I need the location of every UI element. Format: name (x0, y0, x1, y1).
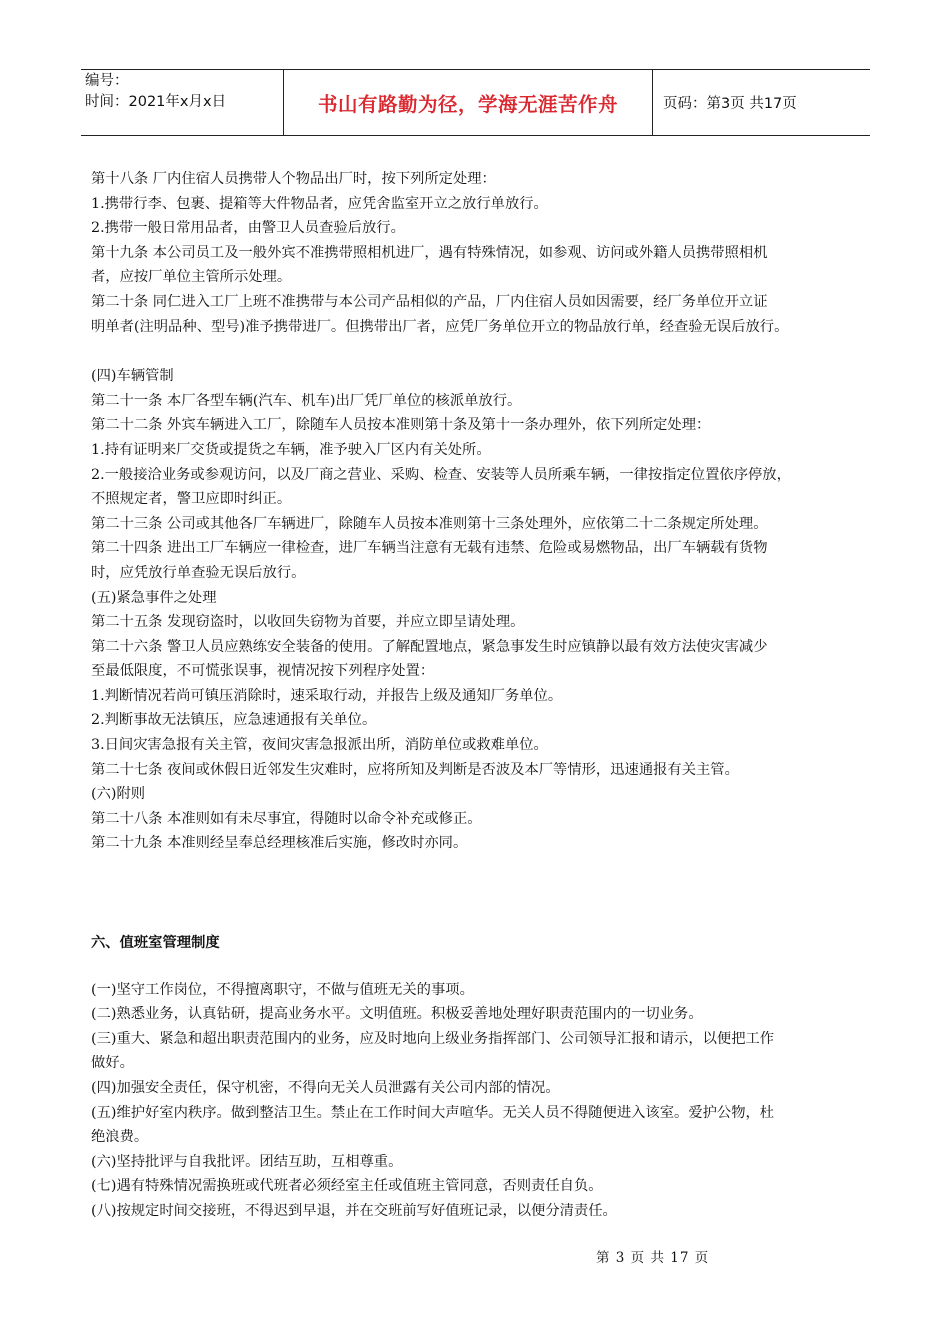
paragraph-line: 第二十八条 本准则如有未尽事宜，得随时以命令补充或修正。 (91, 810, 482, 827)
spacer (91, 956, 866, 978)
header-page-info: 页码：第3页 共17页 (663, 96, 797, 112)
document-body (91, 167, 866, 1224)
paragraph-line: 第二十九条 本准则经呈奉总经理核准后实施，修改时亦同。 (91, 835, 468, 852)
paragraph-line: 至最低限度，不可慌张误事，视情况按下列程序处置： (91, 663, 435, 680)
paragraph-line: 明单者(注明品种、型号)准予携带进厂。但携带出厂者，应凭厂务单位开立的物品放行单，经查验无误后放行。 (91, 318, 789, 335)
paragraph-line: (八)按规定时间交接班，不得迟到早退，并在交班前写好值班记录，以便分清责任。 (91, 1202, 617, 1219)
paragraph-line: 时，应凭放行单查验无误后放行。 (91, 564, 306, 581)
paragraph-line: 第二十二条 外宾车辆进入工厂，除随车人员按本准则第十条及第十一条办理外，依下列所定处理： (91, 417, 711, 434)
paragraph-line: 1.判断情况若尚可镇压消除时，速采取行动，并报告上级及通知厂务单位。 (91, 687, 563, 704)
paragraph-line: (四)加强安全责任，保守机密，不得向无关人员泄露有关公司内部的情况。 (91, 1080, 560, 1096)
paragraph-line: (二)熟悉业务，认真钻研，提高业务水平。文明值班。积极妥善地处理好职责范围内的一切业务。 (91, 1006, 703, 1023)
spacer (91, 339, 866, 364)
paragraph-line: (一)坚守工作岗位，不得擅离职守，不做与值班无关的事项。 (91, 981, 474, 998)
document-number-label: 编号： (85, 73, 129, 89)
subsection-heading: (四)车辆管制 (91, 368, 174, 385)
paragraph-line: 第二十五条 发现窃盗时，以收回失窃物为首要，并应立即呈请处理。 (91, 614, 525, 631)
paragraph-line: 第十八条 厂内住宿人员携带人个物品出厂时，按下列所定处理： (91, 171, 496, 187)
page-header (81, 69, 870, 136)
header-motto: 书山有路勤为径，学海无涯苦作舟 (284, 70, 653, 135)
header-meta (81, 70, 284, 135)
paragraph-line: 第二十三条 公司或其他各厂车辆进厂，除随车人员按本准则第十三条处理外，应依第二十二条规定所处理。 (91, 515, 768, 532)
paragraph-line: 第十九条 本公司员工及一般外宾不准携带照相机进厂，遇有特殊情况，如参观、访问或外籍人员携带照相机 (91, 244, 768, 261)
paragraph-line: 2.判断事故无法镇压，应急速通报有关单位。 (91, 712, 377, 729)
paragraph-line: 第二十四条 进出工厂车辆应一律检查，进厂车辆当注意有无载有违禁、危险或易燃物品，出厂车辆载有货物 (91, 540, 768, 557)
paragraph-line: (七)遇有特殊情况需换班或代班者必须经室主任或值班主管同意，否则责任自负。 (91, 1178, 603, 1195)
page-footer: 第 3 页 共 17 页 (596, 1250, 710, 1266)
paragraph-line: 2.携带一般日常用品者，由警卫人员查验后放行。 (91, 220, 405, 237)
paragraph-line: 不照规定者，警卫应即时纠正。 (91, 491, 292, 508)
paragraph-line: 做好。 (91, 1055, 134, 1072)
paragraph-line: 第二十七条 夜间或休假日近邻发生灾难时，应将所知及判断是否波及本厂等情形，迅速通报有关主管。 (91, 761, 739, 778)
section-title: 六、值班室管理制度 (91, 935, 220, 952)
paragraph-line: 3.日间灾害急报有关主管，夜间灾害急报派出所，消防单位或救难单位。 (91, 737, 548, 754)
paragraph-line: 第二十一条 本厂各型车辆(汽车、机车)出厂凭厂单位的核派单放行。 (91, 392, 522, 409)
spacer (91, 856, 866, 931)
paragraph-line: (五)维护好室内秩序。做到整洁卫生。禁止在工作时间大声喧华。无关人员不得随便进入该室。爱护公物，杜 (91, 1104, 775, 1121)
paragraph-line: (六)坚持批评与自我批评。团结互助，互相尊重。 (91, 1153, 403, 1170)
paragraph-line: 第二十六条 警卫人员应熟练安全装备的使用。了解配置地点，紧急事发生时应镇静以最有效方法使灾害减少 (91, 638, 768, 655)
paragraph-line: 2.一般接洽业务或参观访问，以及厂商之营业、采购、检查、安装等人员所乘车辆，一律按指定位置依序停放， (91, 466, 791, 483)
paragraph-line: 绝浪费。 (91, 1129, 149, 1146)
document-date-label: 时间：2021年x月x日 (85, 94, 227, 110)
subsection-heading: (六)附则 (91, 786, 146, 803)
paragraph-line: 1.携带行李、包裹、提箱等大件物品者，应凭舍监室开立之放行单放行。 (91, 195, 548, 212)
subsection-heading: (五)紧急事件之处理 (91, 589, 217, 606)
paragraph-line: 1.持有证明来厂交货或提货之车辆，准予驶入厂区内有关处所。 (91, 441, 491, 458)
paragraph-line: (三)重大、紧急和超出职责范围内的业务，应及时地向上级业务指挥部门、公司领导汇报和请示，以便把工作 (91, 1030, 775, 1047)
paragraph-line: 第二十条 同仁进入工厂上班不准携带与本公司产品相似的产品，厂内住宿人员如因需要，经厂务单位开立证 (91, 293, 768, 310)
paragraph-line: 者，应按厂单位主管所示处理。 (91, 269, 292, 286)
